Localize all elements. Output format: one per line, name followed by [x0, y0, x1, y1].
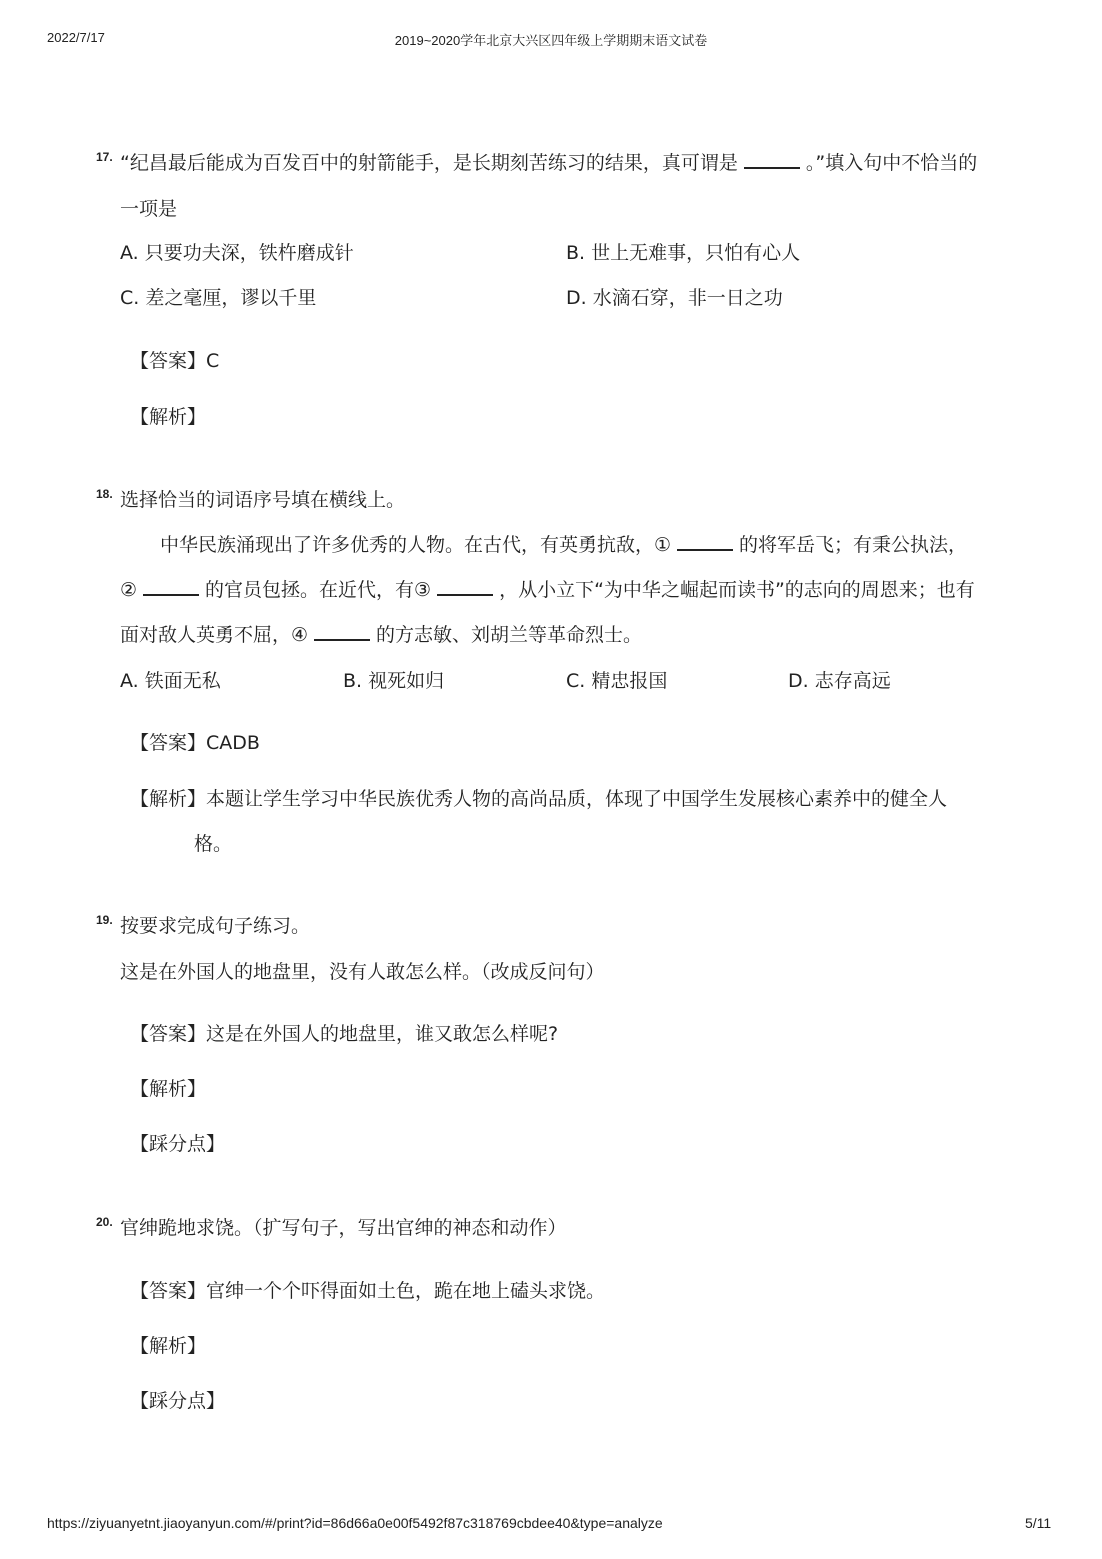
question-number: 19.: [96, 913, 113, 927]
option-c: C. 差之毫厘，谬以千里: [120, 287, 317, 309]
print-date: 2022/7/17: [47, 30, 105, 45]
option-a: A. 只要功夫深，铁杵磨成针: [120, 242, 354, 264]
passage-line: [120, 623, 642, 647]
answer: 【答案】这是在外国人的地盘里，谁又敢怎么样呢?: [130, 1023, 559, 1045]
page-number: 5/11: [1025, 1515, 1052, 1531]
scoring-points: 【踩分点】: [130, 1133, 226, 1155]
option-b: B. 视死如归: [343, 670, 445, 692]
answer: 【答案】CADB: [130, 732, 260, 754]
passage-text: 的官员包拯。在近代，有③: [205, 579, 432, 601]
analysis: 【解析】: [130, 1335, 207, 1357]
question-stem: [120, 151, 977, 175]
answer-blank: [437, 578, 493, 596]
scoring-points: 【踩分点】: [130, 1390, 226, 1412]
option-d: D. 水滴石穿，非一日之功: [566, 287, 783, 309]
option-b: B. 世上无难事，只怕有心人: [566, 242, 801, 264]
question-stem: 选择恰当的词语序号填在横线上。: [120, 489, 406, 511]
stem-text: 。”填入句中不恰当的: [805, 152, 978, 174]
passage-text: ②: [120, 579, 138, 601]
stem-text: “纪昌最后能成为百发百中的射箭能手，是长期刻苦练习的结果，真可谓是: [120, 152, 738, 174]
analysis: 【解析】: [130, 406, 207, 428]
passage-text: 中华民族涌现出了许多优秀的人物。在古代，有英勇抗敌，①: [160, 534, 672, 556]
passage-text: ，从小立下“为中华之崛起而读书”的志向的周恩来；也有: [499, 579, 975, 601]
answer-blank: [143, 578, 199, 596]
analysis-cont: 格。: [194, 833, 233, 855]
passage-text: 的将军岳飞；有秉公执法，: [739, 534, 968, 556]
sub-question: 这是在外国人的地盘里，没有人敢怎么样。（改成反问句）: [120, 961, 605, 983]
passage-text: 面对敌人英勇不屈，④: [120, 624, 309, 646]
question-number: 18.: [96, 487, 113, 501]
option-c: C. 精忠报国: [566, 670, 668, 692]
option-a: A. 铁面无私: [120, 670, 221, 692]
question-number: 20.: [96, 1215, 113, 1229]
question-stem-cont: 一项是: [120, 198, 178, 220]
answer-blank: [677, 533, 733, 551]
source-url[interactable]: https://ziyuanyetnt.jiaoyanyun.com/#/print?id=86d66a0e00f5492f87c318769cbdee40&type=analyze: [47, 1515, 663, 1531]
answer: 【答案】C: [130, 350, 220, 372]
passage-line: [120, 578, 975, 602]
passage-text: 的方志敏、刘胡兰等革命烈士。: [376, 624, 643, 646]
analysis: 【解析】: [130, 1078, 207, 1100]
question-stem: 按要求完成句子练习。: [120, 915, 311, 937]
option-d: D. 志存高远: [788, 670, 891, 692]
answer-blank: [744, 151, 800, 169]
question-stem: 官绅跪地求饶。（扩写句子，写出官绅的神态和动作）: [120, 1217, 567, 1239]
answer: 【答案】官绅一个个吓得面如土色，跪在地上磕头求饶。: [130, 1280, 606, 1302]
question-number: 17.: [96, 150, 113, 164]
passage-line: [160, 533, 967, 557]
analysis: 【解析】本题让学生学习中华民族优秀人物的高尚品质，体现了中国学生发展核心素养中的健全人: [130, 788, 948, 810]
answer-blank: [314, 623, 370, 641]
document-title: 2019~2020学年北京大兴区四年级上学期期末语文试卷: [394, 33, 708, 48]
